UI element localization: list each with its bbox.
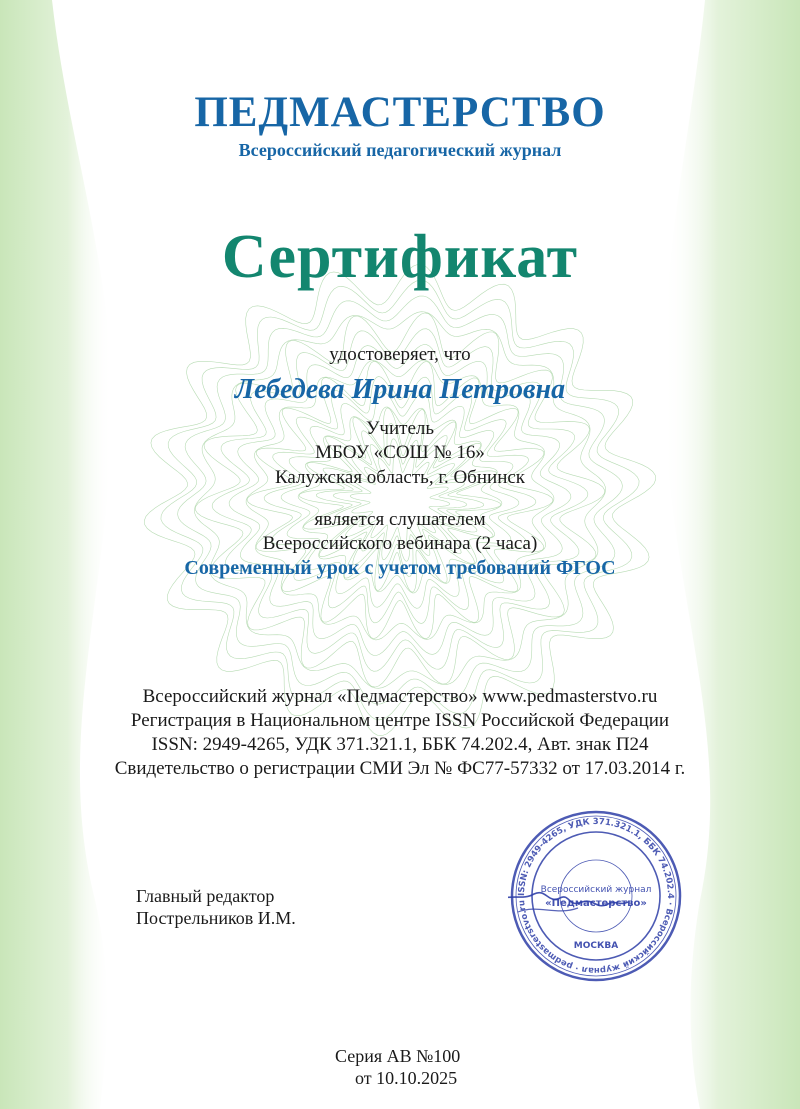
stamp-city: МОСКВА bbox=[573, 941, 619, 951]
guilloche-rosette bbox=[144, 264, 655, 735]
guilloche-ring bbox=[144, 264, 655, 735]
recipient-region: Калужская область, г. Обнинск bbox=[274, 467, 526, 488]
recipient-name: Лебедева Ирина Петровна bbox=[234, 374, 566, 405]
event-name: Всероссийского вебинара (2 часа) bbox=[262, 533, 538, 554]
editor-role: Главный редактор bbox=[136, 886, 275, 906]
stamp-center-line1: Всероссийский журнал bbox=[540, 885, 652, 895]
recipient-school: МБОУ «СОШ № 16» bbox=[315, 442, 485, 463]
series-number: Серия АВ №100 bbox=[335, 1046, 461, 1066]
registration-line: Регистрация в Национальном центре ISSN Российской Федерации bbox=[130, 710, 670, 731]
official-stamp bbox=[508, 808, 684, 984]
editor-name: Пострельников И.М. bbox=[136, 908, 296, 928]
guilloche-ring bbox=[195, 313, 604, 687]
journal-subtitle: Всероссийский педагогический журнал bbox=[238, 140, 562, 160]
stamp-ring-text: ISSN: 2949-4265, УДК 371.321.1, ББК 74.202.4 · Всероссийский журнал · pedmasterstvo.ru bbox=[516, 816, 676, 976]
certifies-text: удостоверяет, что bbox=[329, 344, 471, 365]
webinar-topic: Современный урок с учетом требований ФГОС bbox=[184, 557, 616, 579]
participation-status: является слушателем bbox=[314, 509, 486, 530]
registration-line: ISSN: 2949-4265, УДК 371.321.1, ББК 74.202.4, Авт. знак П24 bbox=[151, 734, 649, 755]
certificate-title: Сертификат bbox=[221, 223, 579, 291]
stamp-center-line2: «Педмастерство» bbox=[545, 898, 647, 909]
registration-line: Всероссийский журнал «Педмастерство» www.pedmasterstvo.ru bbox=[142, 686, 658, 707]
guilloche-ring bbox=[194, 312, 605, 689]
registration-line: Свидетельство о регистрации СМИ Эл № ФС77-57332 от 17.03.2014 г. bbox=[114, 758, 686, 779]
recipient-position: Учитель bbox=[365, 418, 435, 439]
svg-text:ISSN: 2949-4265, УДК 371.321.1 bbox=[517, 817, 675, 975]
issue-date: от 10.10.2025 bbox=[355, 1068, 458, 1088]
journal-title: ПЕДМАСТЕРСТВО bbox=[194, 89, 606, 136]
